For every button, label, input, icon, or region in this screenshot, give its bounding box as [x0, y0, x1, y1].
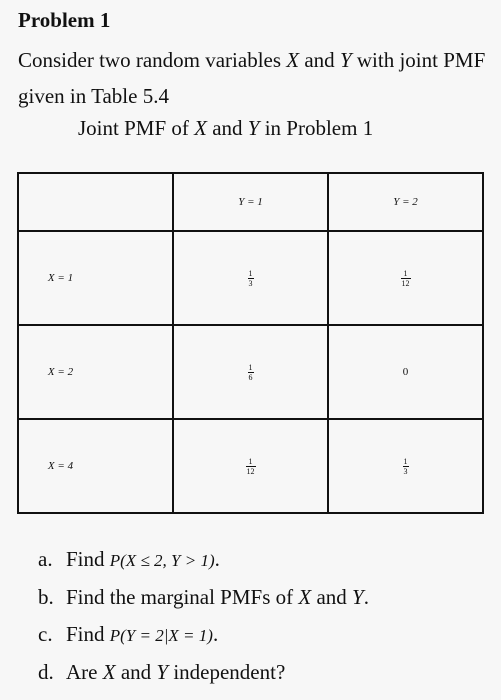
row-label-x4: X = 4 [18, 419, 173, 513]
pmf-cell-x4-y2: $\frac{1}{3}$ [328, 419, 483, 513]
table-row-x2 [18, 325, 483, 419]
caption-text-3: in Problem 1 [259, 116, 374, 140]
problem-heading: Problem 1 [18, 8, 111, 32]
caption-variable-x: X [194, 116, 207, 140]
question-letter: a. [38, 547, 53, 571]
pmf-cell-x4-y1: $\frac{1}{12}$ [173, 419, 328, 513]
pmf-cell-x2-y2: 0 [328, 325, 483, 419]
question-letter: c. [38, 622, 53, 646]
table-row-x4 [18, 419, 483, 513]
intro-text-2: and [299, 48, 340, 72]
math-expression: P(X ≤ 2, Y > 1) [109, 551, 215, 570]
caption-text-1: Joint PMF of [78, 116, 195, 140]
caption-variable-y: Y [247, 116, 260, 140]
variable-y: Y [352, 585, 364, 609]
row-label-x2: X = 2 [18, 325, 173, 419]
caption-text-2: and [206, 116, 248, 140]
variable-x: X [102, 660, 116, 684]
variable-y: Y [339, 48, 352, 72]
question-letter: b. [38, 585, 54, 609]
pmf-cell-x1-y1: $\frac{1}{3}$ [173, 231, 328, 325]
variable-x: X [286, 48, 300, 72]
variable-x: X [298, 585, 312, 609]
intro-text-3: with joint PMF given in Table 5.4 [18, 48, 486, 108]
variable-y: Y [156, 660, 169, 684]
question-d: d. Are X and Y independent? [38, 654, 369, 691]
pmf-cell-x1-y2: $\frac{1}{12}$ [328, 231, 483, 325]
column-header-y2: Y = 2 [328, 173, 483, 231]
corner-cell [18, 173, 173, 231]
question-a: a. Find P(X ≤ 2, Y > 1). [38, 541, 369, 579]
question-letter: d. [38, 660, 54, 684]
question-b: b. Find the marginal PMFs of X and Y. [38, 579, 369, 616]
table-row-x1 [18, 231, 483, 325]
column-header-y1: Y = 1 [173, 173, 328, 231]
math-expression: P(Y = 2|X = 1) [109, 626, 213, 645]
question-c: c. Find P(Y = 2|X = 1). [38, 616, 369, 654]
pmf-cell-x2-y1: $\frac{1}{6}$ [173, 325, 328, 419]
table-header-row [18, 173, 483, 231]
row-label-x1: X = 1 [18, 231, 173, 325]
table-caption [78, 116, 373, 141]
joint-pmf-table [17, 172, 484, 514]
question-list [38, 541, 369, 691]
intro-text-1: Consider two random variables [18, 48, 287, 72]
problem-statement [18, 42, 488, 114]
